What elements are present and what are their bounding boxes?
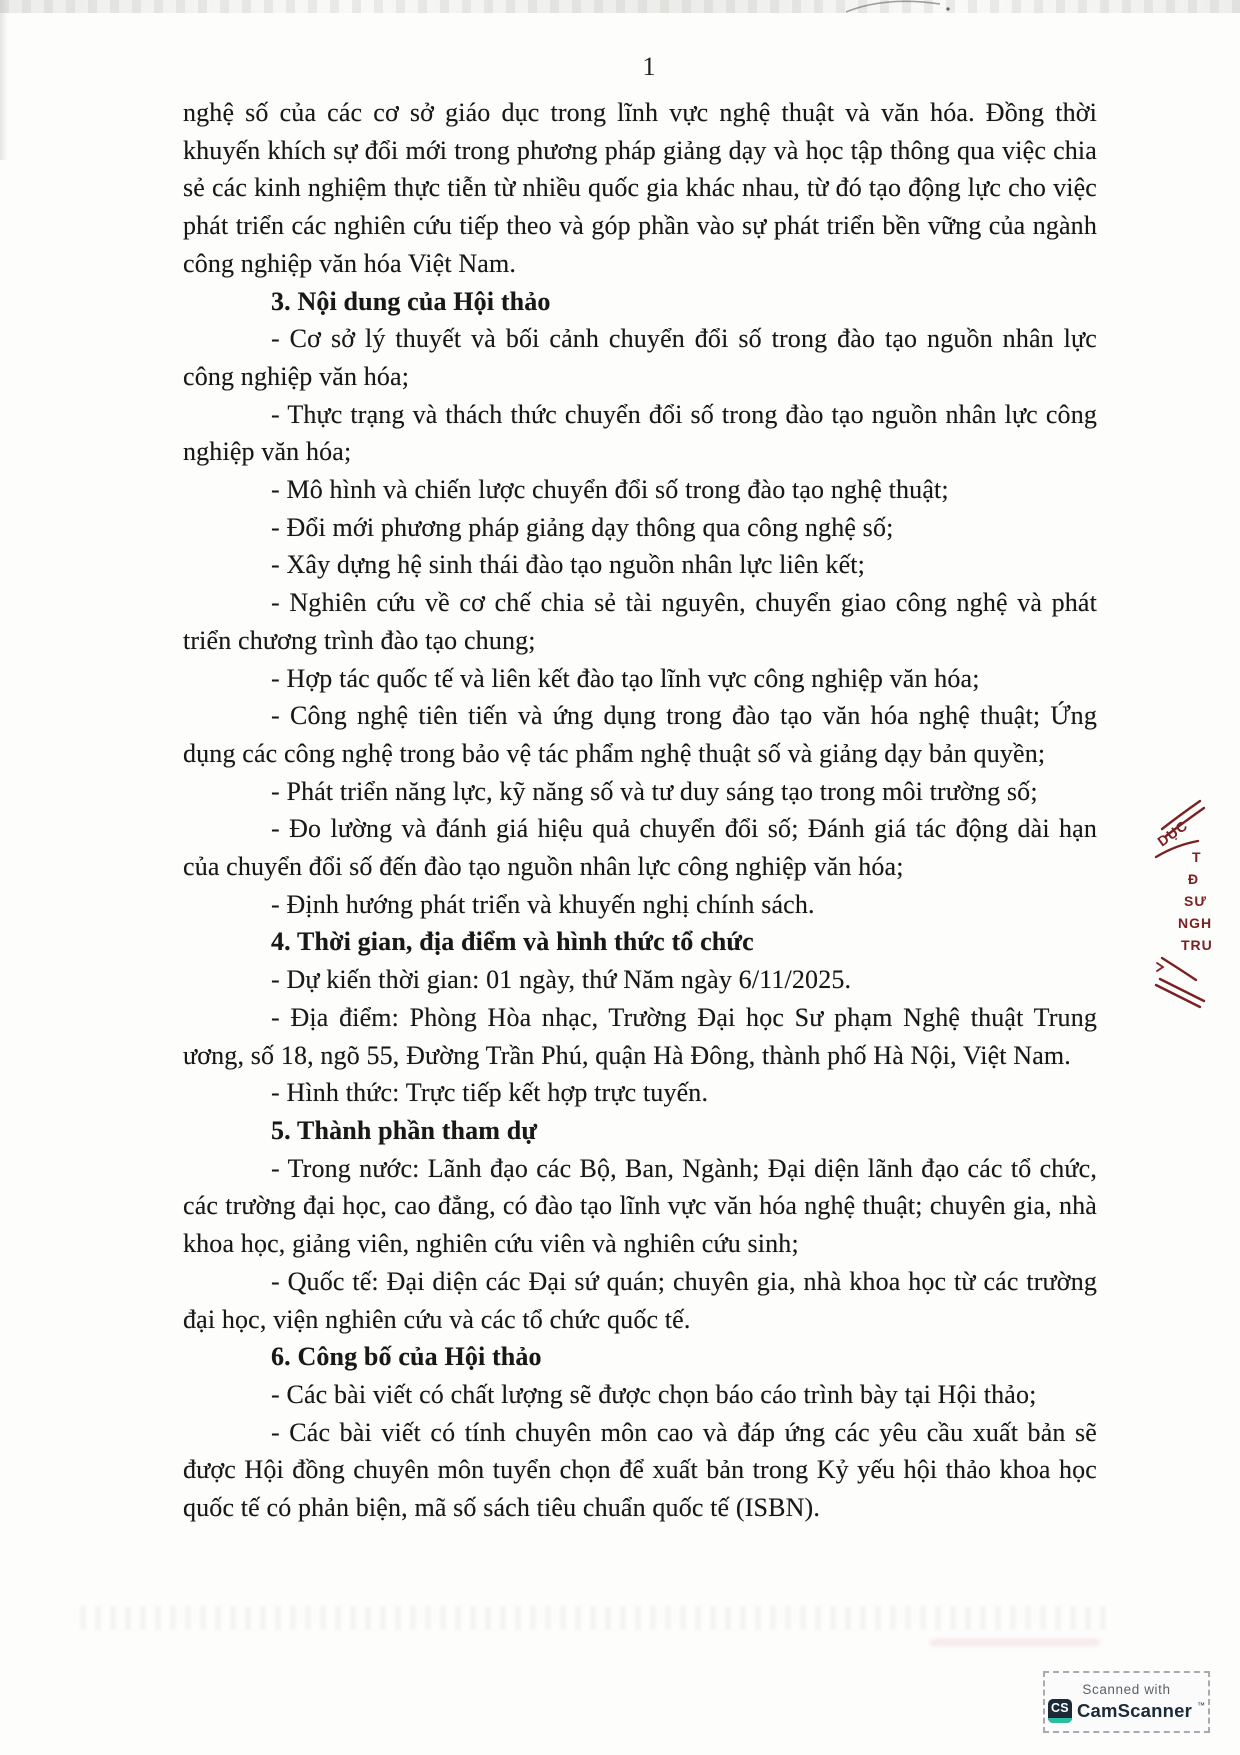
- camscanner-icon-letters: CS: [1050, 1701, 1069, 1715]
- document-body: [183, 94, 1097, 1527]
- stamp-text-fragment: DỤC: [1154, 816, 1191, 850]
- stamp-inner-ring-arc: [1162, 958, 1196, 980]
- camscanner-badge: [1043, 1671, 1210, 1733]
- scan-artifact-bottom-speckles: [80, 1606, 1110, 1630]
- list-item: - Đổi mới phương pháp giảng dạy thông qua công nghệ số;: [271, 512, 894, 542]
- camscanner-brand-row: [1048, 1699, 1205, 1723]
- list-item: - Công nghệ tiên tiến và ứng dụng trong đào tạo văn hóa nghệ thuật; Ứng dụng các công nghệ trong bảo vệ tác phẩm nghệ thuật số và giảng dạy bản quyền;: [183, 701, 1097, 768]
- list-item: - Hợp tác quốc tế và liên kết đào tạo lĩnh vực công nghiệp văn hóa;: [271, 663, 980, 693]
- trademark-symbol: ™: [1197, 1700, 1206, 1710]
- list-item: - Các bài viết có tính chuyên môn cao và đáp ứng các yêu cầu xuất bản sẽ được Hội đồng chuyên môn tuyển chọn để xuất bản trong Kỷ yếu hội thảo khoa học quốc tế có phản biện, mã số sách tiêu chuẩn quốc tế (ISBN).: [183, 1417, 1097, 1523]
- list-item: - Dự kiến thời gian: 01 ngày, thứ Năm ngày 6/11/2025.: [271, 965, 852, 995]
- section-heading: 4. Thời gian, địa điểm và hình thức tổ chức: [271, 927, 754, 957]
- list-item: - Đo lường và đánh giá hiệu quả chuyển đổi số; Đánh giá tác động dài hạn của chuyển đổi số đến đào tạo nguồn nhân lực công nghiệp văn hóa;: [183, 814, 1097, 882]
- stamp-text-fragment: SƯ: [1184, 893, 1207, 909]
- list-item: - Hình thức: Trực tiếp kết hợp trực tuyến.: [271, 1078, 709, 1108]
- page-number: 1: [642, 52, 656, 81]
- scan-artifact-squiggle: [840, 0, 960, 23]
- list-item: - Mô hình và chiến lược chuyển đổi số trong đào tạo nghệ thuật;: [271, 475, 949, 505]
- stamp-text-fragment: TRU: [1181, 937, 1213, 953]
- list-item: - Trong nước: Lãnh đạo các Bộ, Ban, Ngành; Đại diện lãnh đạo các tổ chức, các trường đại học, cao đẳng, có đào tạo lĩnh vực văn hóa nghệ thuật; chuyên gia, nhà khoa học, giảng viên, nghiên cứu viên và nghiên cứu sinh;: [183, 1153, 1097, 1259]
- scan-artifact-left-edge: [0, 0, 8, 160]
- stamp-decoration: [1157, 963, 1163, 971]
- list-item: - Các bài viết có chất lượng sẽ được chọn báo cáo trình bày tại Hội thảo;: [271, 1379, 1037, 1409]
- list-item: - Quốc tế: Đại diện các Đại sứ quán; chuyên gia, nhà khoa học từ các trường đại học, viện nghiên cứu và các tổ chức quốc tế.: [183, 1266, 1097, 1334]
- scan-artifact-pink-smudge: [930, 1639, 1100, 1646]
- camscanner-brand-name: CamScanner: [1076, 1699, 1193, 1721]
- list-item: - Phát triển năng lực, kỹ năng số và tư duy sáng tạo trong môi trường số;: [271, 776, 1038, 806]
- camscanner-logo-icon: [1048, 1699, 1072, 1723]
- list-item: - Định hướng phát triển và khuyến nghị chính sách.: [271, 889, 815, 919]
- scanned-with-label: Scanned with: [1082, 1681, 1171, 1697]
- list-item: - Xây dựng hệ sinh thái đào tạo nguồn nhân lực liên kết;: [271, 550, 866, 580]
- section-heading: 3. Nội dung của Hội thảo: [271, 286, 551, 316]
- stamp-text-fragment: Đ: [1188, 871, 1200, 887]
- paragraph: nghệ số của các cơ sở giáo dục trong lĩnh vực nghệ thuật và văn hóa. Đồng thời khuyến khích sự đổi mới trong phương pháp giảng dạy và học tập thông qua việc chia sẻ các kinh nghiệm thực tiễn từ nhiều quốc gia khác nhau, từ đó tạo động lực cho việc phát triển các nghiên cứu tiếp theo và góp phần vào sự phát triển bền vững của ngành công nghiệp văn hóa Việt Nam.: [183, 98, 1097, 278]
- scan-artifact-top-strip: [0, 0, 1240, 13]
- list-item: - Địa điểm: Phòng Hòa nhạc, Trường Đại học Sư phạm Nghệ thuật Trung ương, số 18, ngõ 55, Đường Trần Phú, quận Hà Đông, thành phố Hà Nội, Việt Nam.: [183, 1002, 1097, 1070]
- list-item: - Nghiên cứu về cơ chế chia sẻ tài nguyên, chuyển giao công nghệ và phát triển chương trình đào tạo chung;: [183, 588, 1097, 655]
- official-stamp-partial: [1150, 795, 1240, 1010]
- camscanner-icon-teal-bar: [1048, 1718, 1072, 1723]
- stamp-text-fragment: T: [1192, 849, 1202, 865]
- section-heading: 6. Công bố của Hội thảo: [271, 1342, 542, 1372]
- list-item: - Cơ sở lý thuyết và bối cảnh chuyển đổi số trong đào tạo nguồn nhân lực công nghiệp văn hóa;: [183, 324, 1097, 391]
- stamp-text-fragment: NGH: [1178, 915, 1213, 931]
- list-item: - Thực trạng và thách thức chuyển đổi số trong đào tạo nguồn nhân lực công nghiệp văn hóa;: [183, 399, 1097, 467]
- section-heading: 5. Thành phần tham dự: [271, 1115, 538, 1145]
